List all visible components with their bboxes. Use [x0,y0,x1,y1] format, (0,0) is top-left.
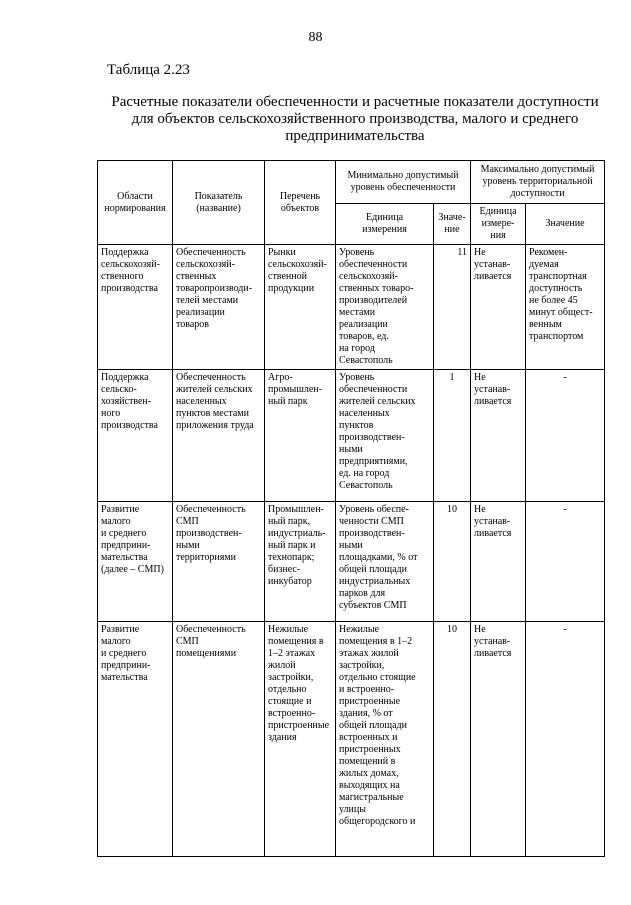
cell-area: Развитие малого и среднего предприни- мательства (далее – СМП) [98,502,173,622]
page-number: 88 [308,30,323,45]
cell-max-value: Рекомен- дуемая транспортная доступность не более 45 минут общест- венным транспортом [526,245,605,370]
cell-objects: Промышлен- ный парк, индустриаль- ный парк и технопарк; бизнес- инкубатор [265,502,336,622]
cell-min-value: 1 [434,370,471,502]
cell-area: Поддержка сельскохозяй- ственного производства [98,245,173,370]
cell-max-unit: Не устанав- ливается [471,245,526,370]
header-indicator: Показатель (название) [173,161,265,245]
cell-min-value: 11 [434,245,471,370]
header-min-group: Минимально допустимый уровень обеспеченности [336,161,471,204]
table-row [98,622,605,857]
cell-indicator: Обеспеченность СМП производствен- ными территориями [173,502,265,622]
header-max-unit: Единица измере- ния [471,204,526,245]
table-label: Таблица 2.23 [107,62,190,78]
header-max-value: Значение [526,204,605,245]
cell-min-unit: Уровень обеспе- ченности СМП производствен- ными площадками, % от общей площади индустриальных парков для субъектов СМП [336,502,434,622]
cell-max-value: - [526,370,605,502]
cell-area: Развитие малого и среднего предприни- мательства [98,622,173,857]
cell-objects: Агро- промышлен- ный парк [265,370,336,502]
cell-objects: Рынки сельскохозяй- ственной продукции [265,245,336,370]
standards-table [97,160,605,857]
header-min-unit: Единица измерения [336,204,434,245]
table-row [98,502,605,622]
table-title: Расчетные показатели обеспеченности и расчетные показатели доступности для объектов сельскохозяйственного производства, малого и среднего предпринимательства [111,94,599,144]
header-objects: Перечень объектов [265,161,336,245]
cell-max-value: - [526,622,605,857]
cell-objects: Нежилые помещения в 1–2 этажах жилой застройки, отдельно стоящие и встроенно- пристроенные здания [265,622,336,857]
table-row [98,370,605,502]
header-row-1 [98,161,605,204]
cell-max-value: - [526,502,605,622]
cell-min-value: 10 [434,622,471,857]
cell-max-unit: Не устанав- ливается [471,370,526,502]
cell-indicator: Обеспеченность жителей сельских населенных пунктов местами приложения труда [173,370,265,502]
cell-min-unit: Нежилые помещения в 1–2 этажах жилой застройки, отдельно стоящие и встроенно- пристроенные здания, % от общей площади встроенных и пристроенных помещений в жилых домах, выходящих на магистральные улицы общегородского и [336,622,434,857]
cell-min-unit: Уровень обеспеченности жителей сельских населенных пунктов производствен- ными предприятиями, ед. на город Севастополь [336,370,434,502]
cell-indicator: Обеспеченность СМП помещениями [173,622,265,857]
cell-indicator: Обеспеченность сельскохозяй- ственных товаропроизводи- телей местами реализации товаров [173,245,265,370]
table-row [98,245,605,370]
cell-min-unit: Уровень обеспеченности сельскохозяй- ственных товаро- производителей местами реализации товаров, ед. на город Севастополь [336,245,434,370]
cell-area: Поддержка сельско- хозяйствен- ного производства [98,370,173,502]
cell-min-value: 10 [434,502,471,622]
cell-max-unit: Не устанав- ливается [471,622,526,857]
header-area: Области нормирования [98,161,173,245]
cell-max-unit: Не устанав- ливается [471,502,526,622]
header-max-group: Максимально допустимый уровень территориальной доступности [471,161,605,204]
header-min-value: Значе- ние [434,204,471,245]
